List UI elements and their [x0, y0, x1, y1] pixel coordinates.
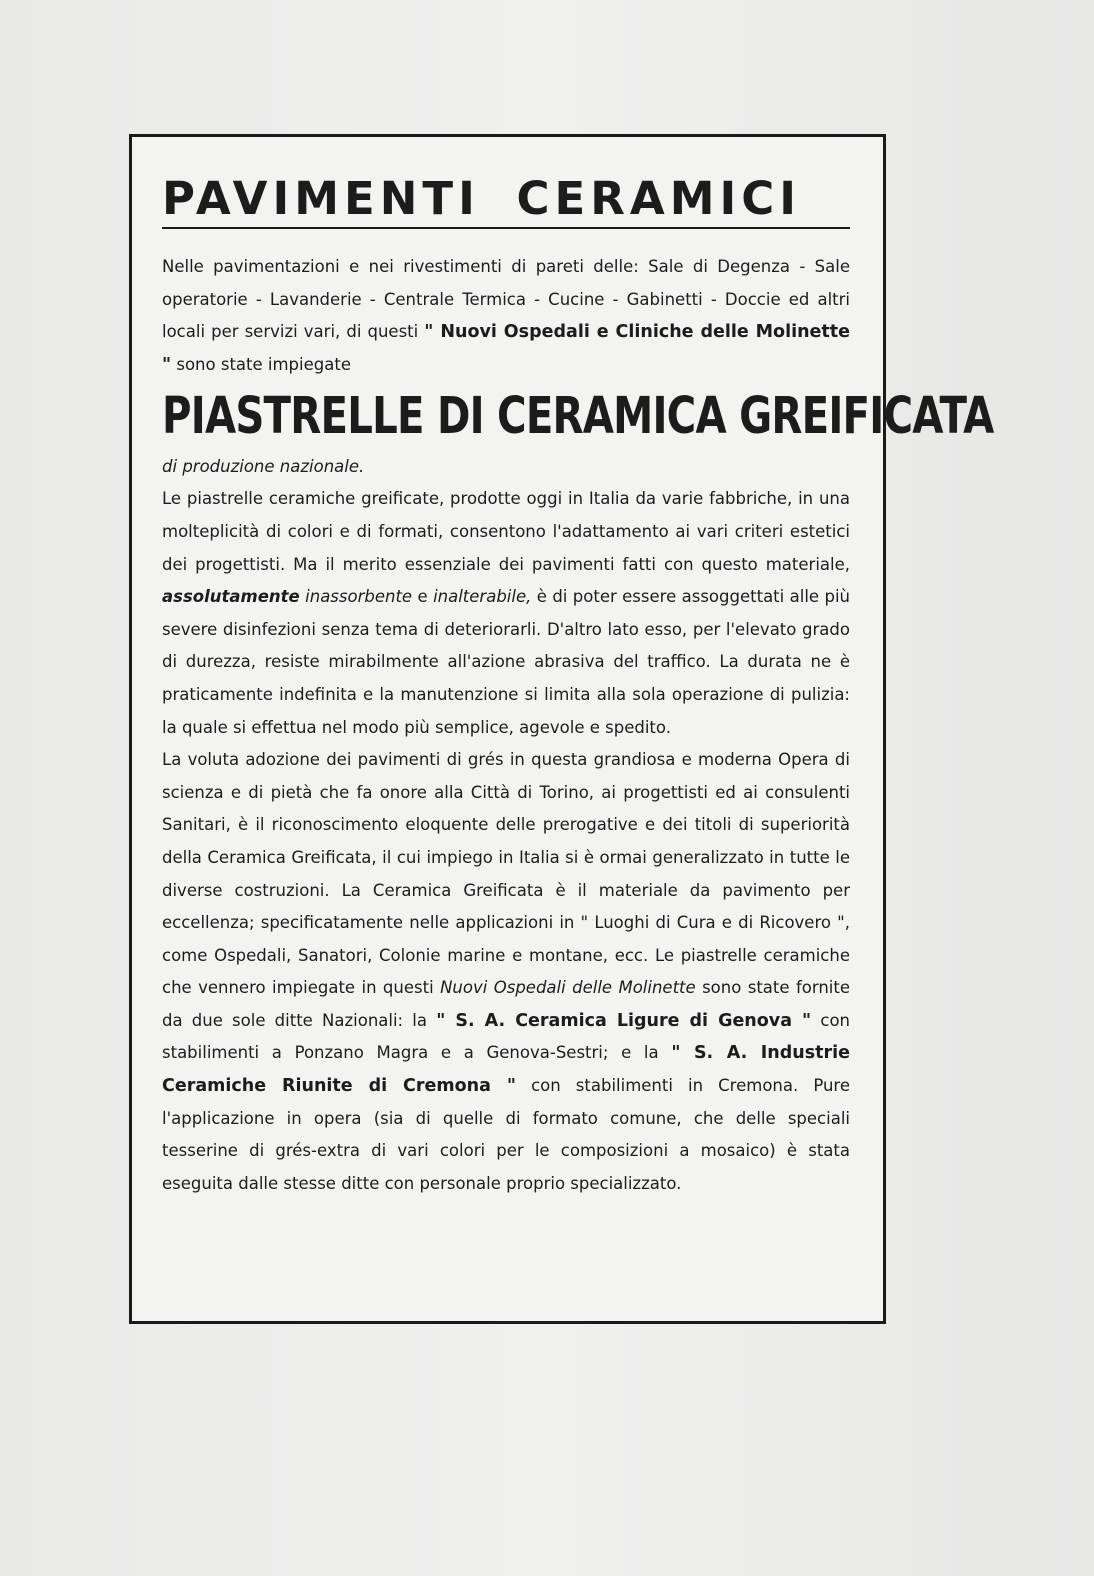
paragraph-suppliers [162, 744, 850, 1200]
headline: PAVIMENTI CERAMICI [162, 172, 802, 225]
advertisement-box [129, 134, 994, 1324]
headline-underline [162, 227, 850, 229]
supplier-cremona: " S. A. Industrie Ceramiche Riunite di Cremona " [162, 1043, 850, 1097]
suppliers-hospital-name: Nuovi Ospedali delle Molinette [440, 978, 696, 998]
subtitle-prefix: di [162, 457, 183, 477]
suppliers-text-3: con stabilimenti a Ponzano Magra e a Genova-Sestri; e la [162, 1010, 850, 1063]
suppliers-text-2: sono state fornite da due sole ditte Nazionali: la [162, 978, 851, 1030]
features-text-3: e [412, 587, 434, 607]
features-text-1: Le piastrelle ceramiche greificate, prodotte oggi in Italia da varie fabbriche, in una molteplicità di colori e di formati, consentono l'adattamento ai vari criteri estetici dei progettisti. Ma il merito essenziale dei pavimenti fatti con questo materiale, [162, 489, 850, 574]
suppliers-text-1: La voluta adozione dei pavimenti di grés in questa grandiosa e moderna Opera di scienza e di pietà che fa onore alla Città di Torino, ai progettisti ed ai consulenti Sanitari, è il riconoscimento eloquente delle prerogative e dei titoli di superiorità della Ceramica Greificata, il cui impiego in Italia si è ormai generalizzato in tutte le diverse costruzioni. La Ceramica Greificata è il materiale da pavimento per eccellenza; specificatamente nelle applicazioni in " Luoghi di Cura e di Ricovero ", come Ospedali, Sanatori, Colonie marine e montane, ecc. Le piastrelle ceramiche che vennero impiegate in questi [162, 750, 850, 998]
suppliers-text-4: con stabilimenti in Cremona. Pure l'applicazione in opera (sia di quelle di formato comune, che delle speciali tesserine di grés-extra di vari colori per le composizioni a mosaico) è stata eseguita dalle stesse ditte con personale proprio specializzato. [162, 1076, 851, 1193]
features-emphasis-2: inassorbente [305, 587, 413, 607]
intro-paragraph [162, 251, 850, 381]
intro-text: Nelle pavimentazioni e nei rivestimenti di pareti delle: Sale di Degenza - Sale operatorie - Lavanderie - Centrale Termica - Cucine - Gabinetti - Doccie ed altri locali per servizi vari, di questi [162, 257, 850, 342]
features-emphasis-3: inalterabile, [433, 587, 532, 607]
features-emphasis-1: assolutamente [162, 587, 300, 607]
intro-text-end: sono state impiegate [171, 354, 351, 374]
features-text-4: è di poter essere assoggettati alle più severe disinfezioni senza tema di deteriorarli. D'altro lato esso, per l'elevato grado di durezza, resiste mirabilmente all'azione abrasiva del traffico. La durata ne è praticamente indefinita e la manutenzione si limita alla sola operazione di pulizia: la quale si effettua nel modo più semplice, agevole e spedito. [162, 587, 850, 737]
subtitle-italic: produzione nazionale. [182, 457, 365, 477]
product-subtitle [162, 451, 850, 483]
product-title: PIASTRELLE DI CERAMICA GREIFICATA [162, 387, 994, 447]
paragraph-features [162, 483, 850, 744]
supplier-genova: " S. A. Ceramica Ligure di Genova " [436, 1010, 812, 1031]
intro-hospital-name: " Nuovi Ospedali e Cliniche delle Molinette " [162, 322, 850, 375]
